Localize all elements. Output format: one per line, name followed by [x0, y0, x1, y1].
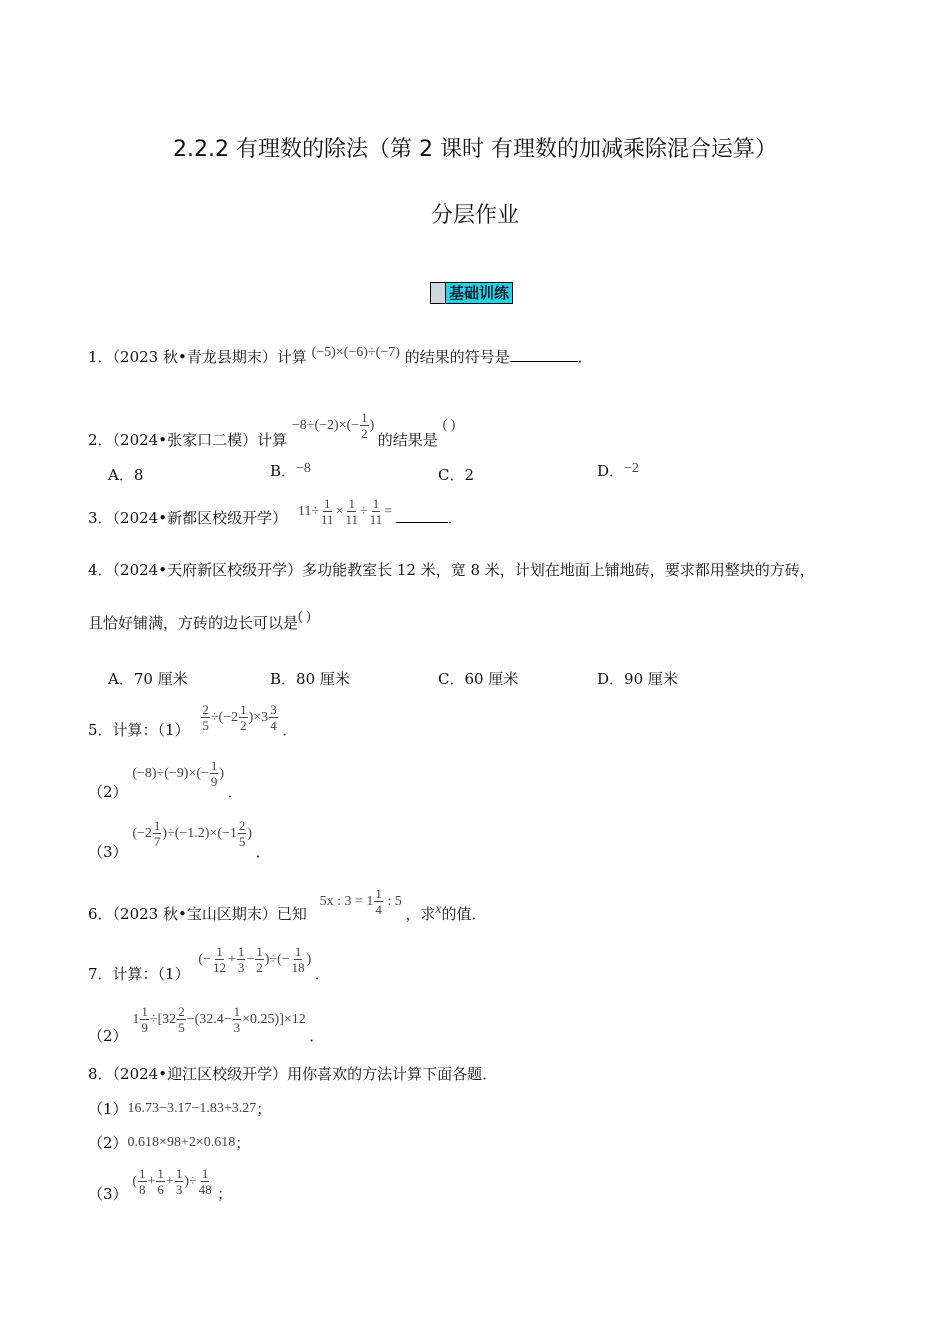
q1-prefix: 1．（2023 秋•青龙县期末）计算	[88, 348, 307, 366]
q4-line2: 且恰好铺满，方砖的边长可以是( )	[88, 609, 311, 632]
q7-part2: （2） 1 $\frac{1}{9}$ ÷[32 $\frac{2}{5}$ −(32.4− $\frac{1}{3}$ ×0.25)]×12 ．	[88, 1004, 325, 1045]
q1-answer-blank[interactable]	[510, 347, 578, 362]
q5-part2-expression: (−8)÷(−9)×(− $\frac{1}{9}$ )	[132, 758, 225, 789]
q7-part1-expression: (− $\frac{1}{12}$ + $\frac{1}{3}$ − $\frac{1}{2}$ )÷(− $\frac{1}{18}$ )	[198, 944, 312, 975]
q6-variable: x	[435, 901, 442, 917]
q4-answer-paren[interactable]: ( )	[298, 609, 311, 624]
question-5: 5．计算：（1） $\frac{2}{5}$ ÷(−2 $\frac{1}{2}$ )×3 $\frac{3}{4}$ ．	[88, 702, 298, 739]
q3-expression: 11÷ $\frac{1}{11}$ × $\frac{1}{11}$ ÷ $\frac{1}{11}$ =	[297, 496, 393, 527]
q1-suffix: 的结果的符号是	[404, 348, 510, 366]
q8-part1: （1）16.73−3.17−1.83+3.27；	[88, 1100, 272, 1118]
q1-expression: (−5)×(−6)÷(−7)	[311, 345, 400, 360]
q2-option-a[interactable]: A．8	[108, 466, 144, 484]
q2-option-c[interactable]: C．2	[438, 466, 475, 484]
page-subtitle: 分层作业	[430, 203, 519, 228]
q4-option-a[interactable]: A．70 厘米	[108, 670, 188, 688]
q7-part2-expression: 1 $\frac{1}{9}$ ÷[32 $\frac{2}{5}$ −(32.4− $\frac{1}{3}$ ×0.25)]×12	[132, 1004, 306, 1035]
question-3: 3．（2024•新都区校级开学） 11÷ $\frac{1}{11}$ × $\frac{1}{11}$ ÷ $\frac{1}{11}$ = ．	[88, 496, 463, 527]
q3-answer-blank[interactable]	[396, 508, 448, 523]
q8-part3: （3） ( $\frac{1}{8}$ + $\frac{1}{6}$ + $\frac{1}{3}$ )÷ $\frac{1}{48}$ ；	[88, 1166, 233, 1203]
q4-option-c[interactable]: C．60 厘米	[438, 670, 519, 688]
q5-part3-expression: (−2 $\frac{1}{7}$ )÷(−1.2)×(−1 $\frac{2}{5}$ )	[132, 818, 253, 849]
q5-part3: （3） (−2 $\frac{1}{7}$ )÷(−1.2)×(−1 $\frac{2}{5}$ ) ．	[88, 818, 271, 861]
q8-part1-expression: 16.73−3.17−1.83+3.27	[127, 1101, 257, 1116]
q5-part1-expression: $\frac{2}{5}$ ÷(−2 $\frac{1}{2}$ )×3 $\frac{3}{4}$	[202, 702, 277, 733]
q6-expression: 5x : 3 = 1 $\frac{1}{4}$ : 5	[319, 886, 402, 917]
q8-part3-expression: ( $\frac{1}{8}$ + $\frac{1}{6}$ + $\frac{1}{3}$ )÷ $\frac{1}{48}$	[132, 1166, 212, 1197]
q2-option-d[interactable]: D．−2	[597, 461, 639, 480]
q4-option-d[interactable]: D．90 厘米	[597, 670, 678, 688]
q4-line1: 4．（2024•天府新区校级开学）多功能教室长 12 米，宽 8 米，计划在地面上铺地砖，要求都用整块的方砖，	[88, 561, 815, 579]
q2-answer-paren[interactable]: ( )	[442, 417, 456, 433]
page-title: 2.2.2 有理数的除法（第 2 课时 有理数的加减乘除混合运算）	[173, 137, 777, 162]
question-7: 7．计算：（1） (− $\frac{1}{12}$ + $\frac{1}{3}$ − $\frac{1}{2}$ )÷(− $\frac{1}{18}$ ) ．	[88, 944, 330, 983]
q5-part2: （2） (−8)÷(−9)×(− $\frac{1}{9}$ ) ．	[88, 758, 243, 801]
question-6: 6．（2023 秋•宝山区期末）已知 5x : 3 = 1 $\frac{1}{4}$ : 5 ，求x的值．	[88, 886, 487, 923]
q2-expression: −8÷(−2)×(− $\frac{1}{2}$ )	[291, 410, 375, 441]
section-badge: 基础训练	[430, 282, 513, 304]
question-1: 1．（2023 秋•青龙县期末）计算 (−5)×(−6)÷(−7) 的结果的符号是 ．	[88, 345, 593, 366]
q8-part2: （2）0.618×98+2×0.618；	[88, 1134, 251, 1152]
q8-header: 8．（2024•迎江区校级开学）用你喜欢的方法计算下面各题．	[88, 1065, 498, 1083]
q4-option-b[interactable]: B．80 厘米	[270, 670, 350, 688]
question-2: 2．（2024•张家口二模）计算 −8÷(−2)×(− $\frac{1}{2}$ ) 的结果是 ( )	[88, 410, 456, 449]
q2-option-b[interactable]: B．−8	[270, 461, 311, 480]
q8-part2-expression: 0.618×98+2×0.618	[127, 1135, 236, 1150]
